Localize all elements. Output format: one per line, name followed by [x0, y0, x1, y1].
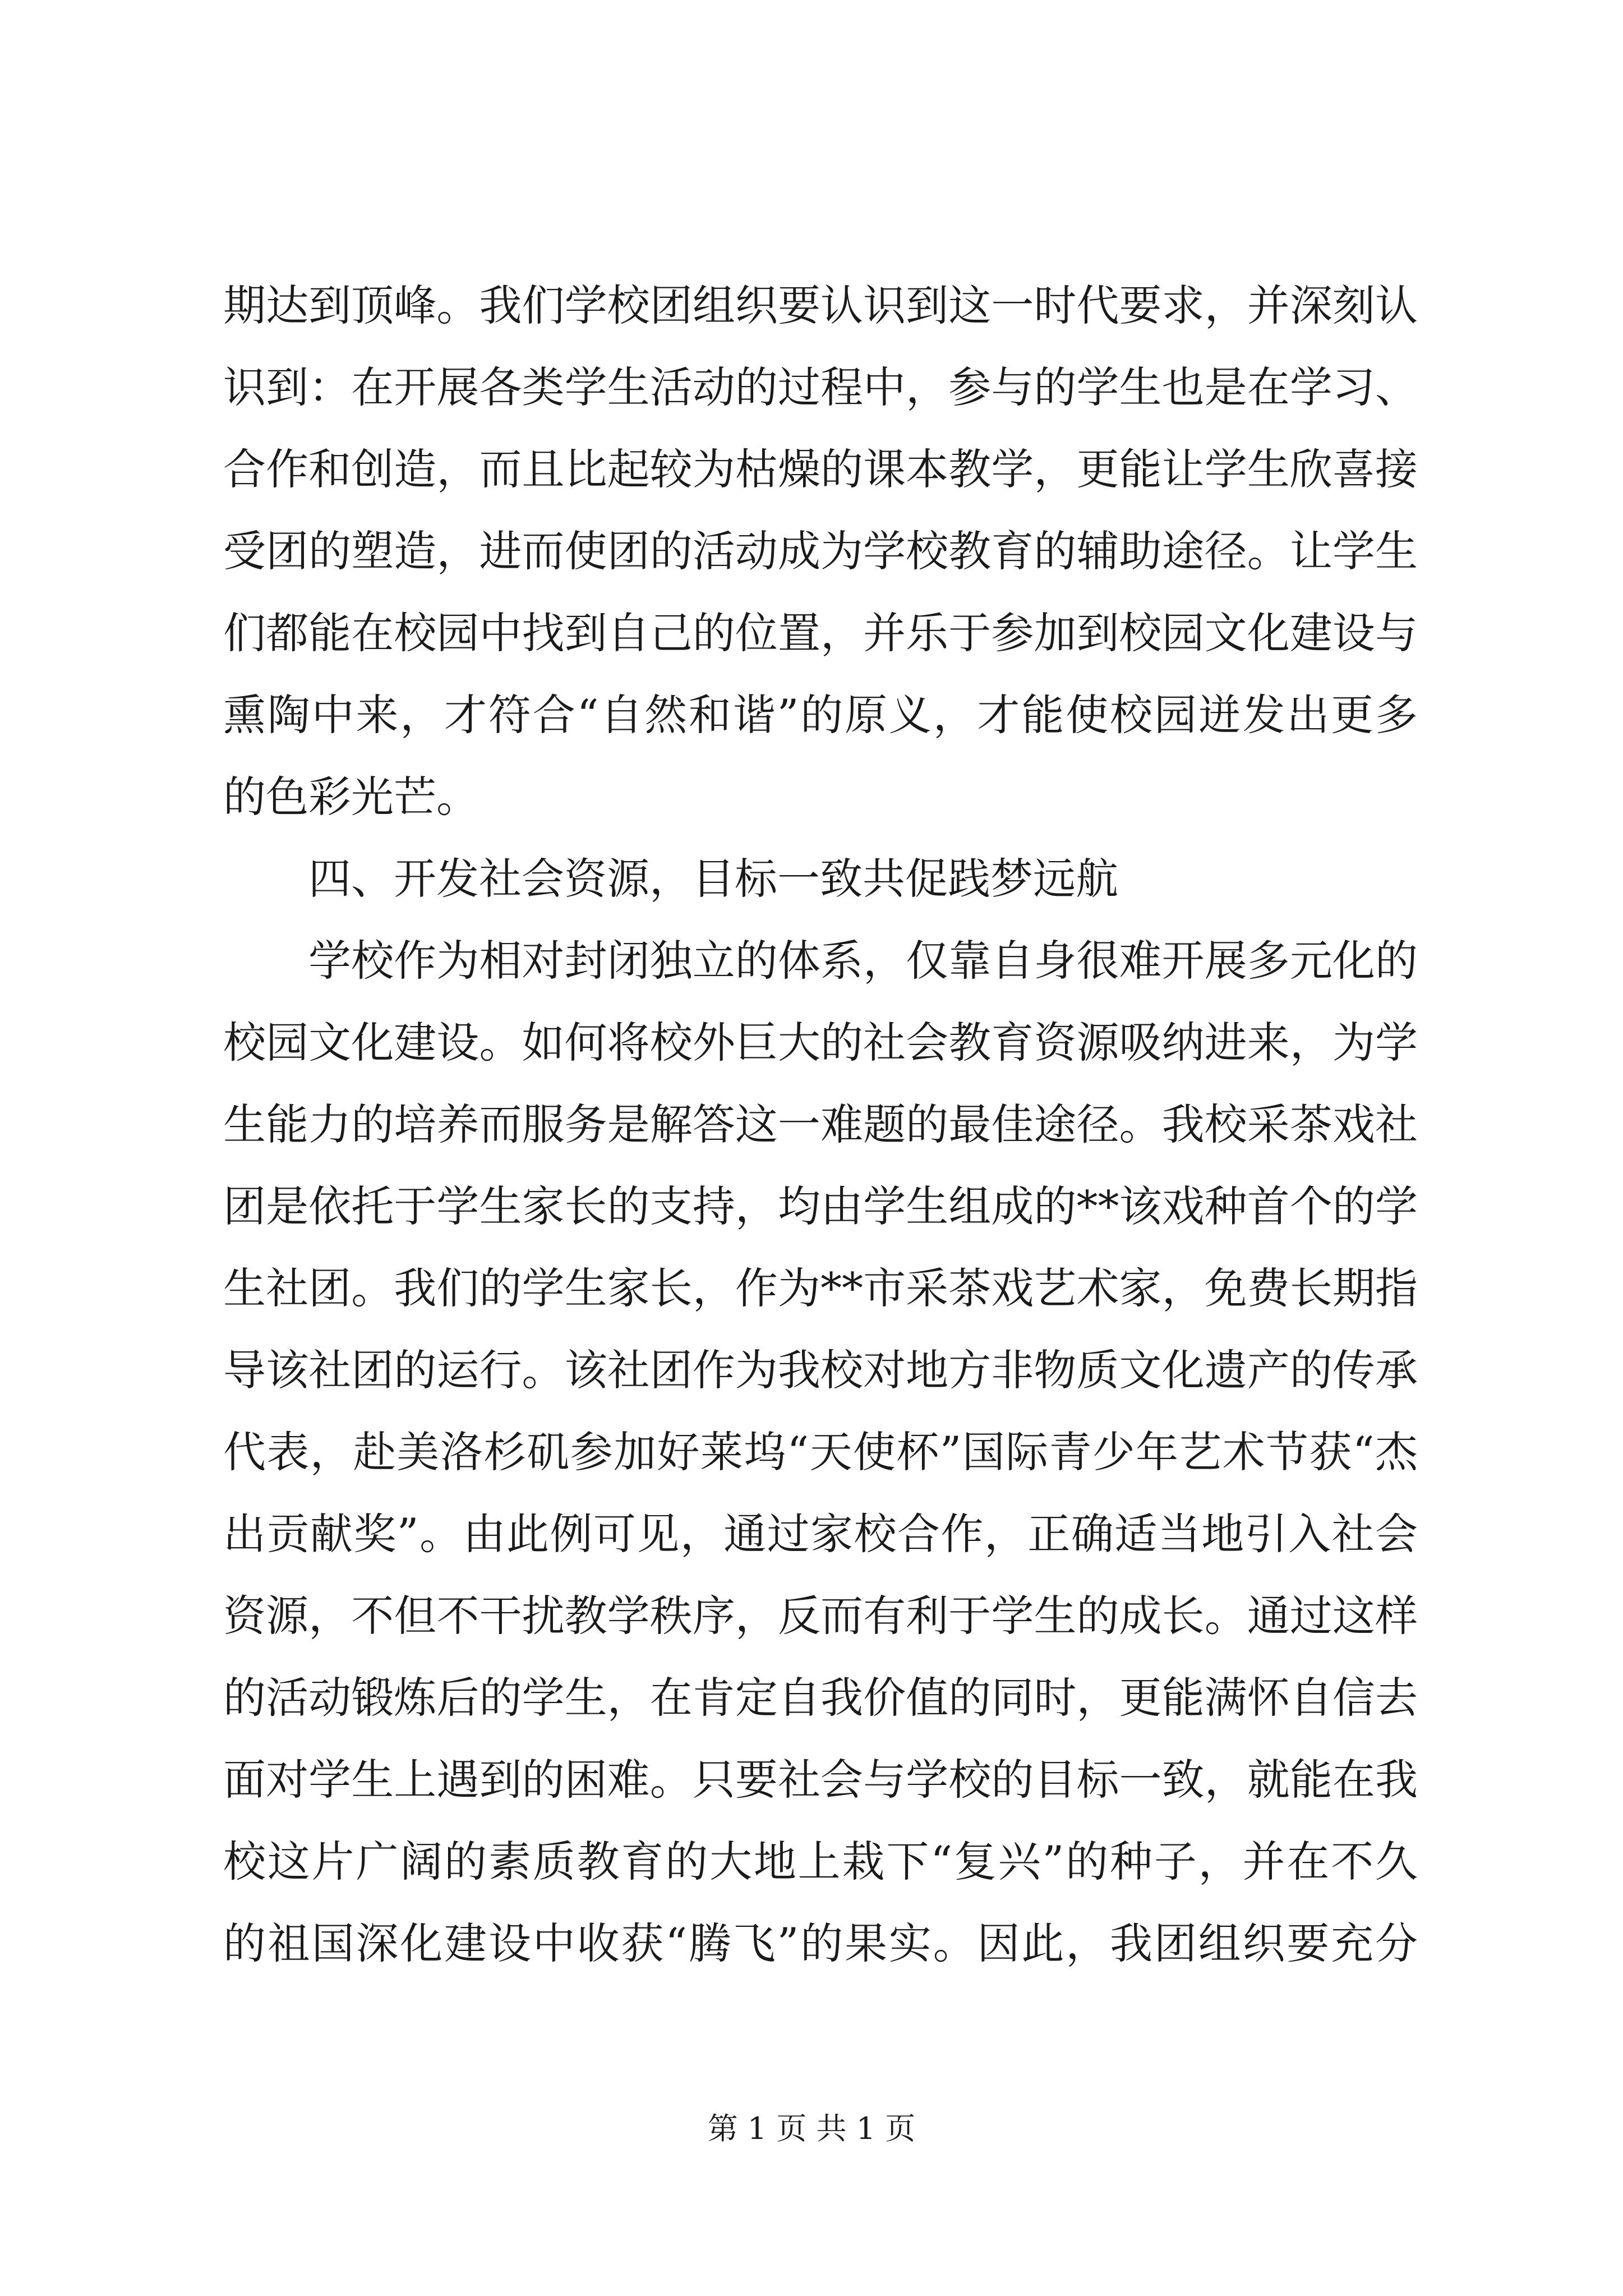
text-line: 期达到顶峰。我们学校团组织要认识到这一时代要求，并深刻认 — [223, 280, 1418, 330]
text-line: 生能力的培养而服务是解答这一难题的最佳途径。我校采茶戏社 — [223, 1099, 1418, 1149]
page-number-label: 第 1 页 共 1 页 — [707, 2111, 916, 2146]
document-body — [223, 265, 1418, 1985]
text-line: 的色彩光芒。 — [223, 772, 479, 822]
text-line: 校园文化建设。如何将校外巨大的社会教育资源吸纳进来，为学 — [223, 1018, 1418, 1068]
text-line: 面对学生上遇到的困难。只要社会与学校的目标一致，就能在我 — [223, 1755, 1418, 1805]
text-line: 受团的塑造，进而使团的活动成为学校教育的辅助途径。让学生 — [223, 526, 1418, 576]
text-line: 出贡献奖”。由此例可见，通过家校合作，正确适当地引入社会 — [223, 1509, 1418, 1559]
text-line: 熏陶中来，才符合“自然和谐”的原义，才能使校园迸发出更多 — [223, 690, 1418, 740]
text-line: 们都能在校园中找到自己的位置，并乐于参加到校园文化建设与 — [223, 608, 1418, 658]
text-line: 导该社团的运行。该社团作为我校对地方非物质文化遗产的传承 — [223, 1345, 1418, 1395]
text-line: 合作和创造，而且比起较为枯燥的课本教学，更能让学生欣喜接 — [223, 444, 1418, 494]
text-line: 识到：在开展各类学生活动的过程中，参与的学生也是在学习、 — [223, 362, 1418, 412]
text-line: 团是依托于学生家长的支持，均由学生组成的**该戏种首个的学 — [223, 1181, 1418, 1231]
section-heading: 四、开发社会资源，目标一致共促践梦远航 — [308, 854, 1118, 904]
text-line: 的活动锻炼后的学生，在肯定自我价值的同时，更能满怀自信去 — [223, 1673, 1418, 1723]
text-line: 生社团。我们的学生家长，作为**市采茶戏艺术家，免费长期指 — [223, 1263, 1418, 1313]
text-line: 的祖国深化建设中收获“腾飞”的果实。因此，我团组织要充分 — [223, 1918, 1418, 1968]
text-line: 学校作为相对封闭独立的体系，仅靠自身很难开展多元化的 — [308, 936, 1418, 986]
page-footer — [0, 2109, 1623, 2148]
text-line: 校这片广阔的素质教育的大地上栽下“复兴”的种子，并在不久 — [223, 1837, 1418, 1887]
text-line: 资源，不但不干扰教学秩序，反而有利于学生的成长。通过这样 — [223, 1591, 1418, 1641]
text-line: 代表，赴美洛杉矶参加好莱坞“天使杯”国际青少年艺术节获“杰 — [223, 1427, 1418, 1477]
